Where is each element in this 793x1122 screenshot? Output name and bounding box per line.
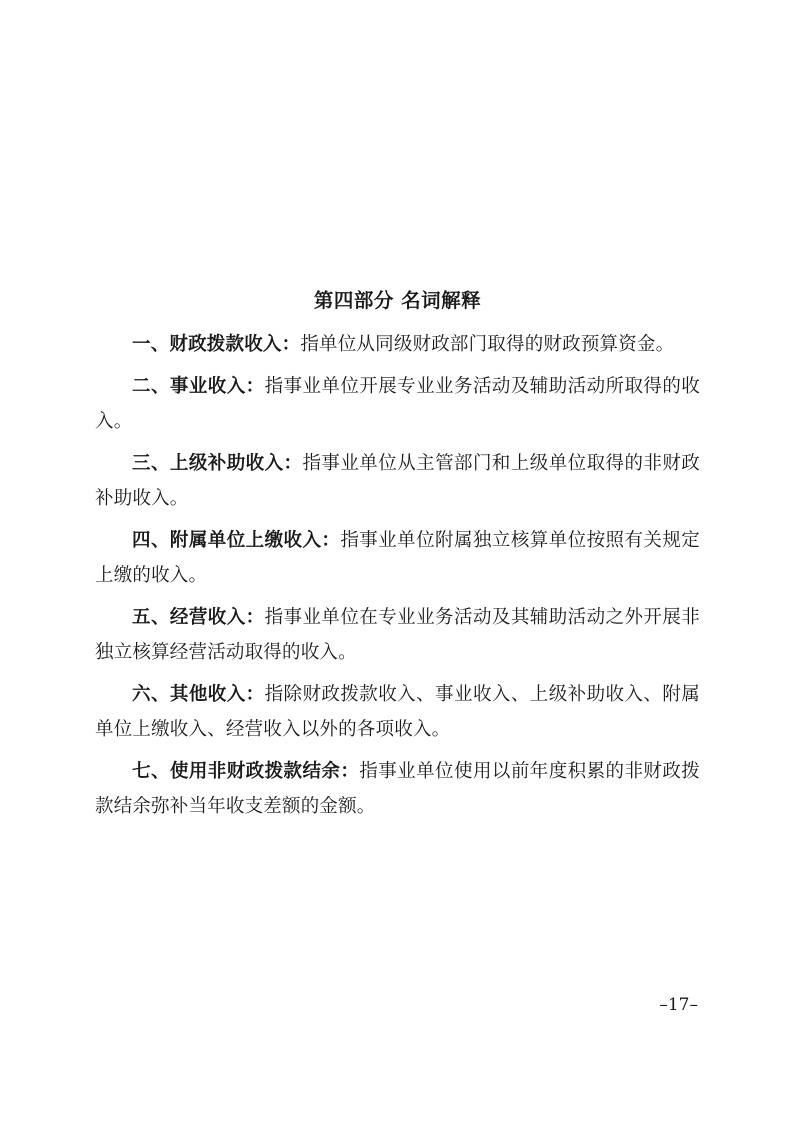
definition-term: 经营收入： bbox=[169, 607, 265, 628]
definition-term: 附属单位上缴收入： bbox=[169, 530, 341, 551]
definition-text: 指事业单位在专业业务活动及其辅助活动之外开展非独立核算经营活动取得的收入。 bbox=[95, 607, 700, 663]
definition-text: 指事业单位从主管部门和上级单位取得的非财政补助收入。 bbox=[95, 453, 701, 509]
definition-index: 七、 bbox=[132, 761, 170, 782]
definition-term: 财政拨款收入： bbox=[169, 334, 301, 355]
definition-text: 指事业单位附属独立核算单位按照有关规定上缴的收入。 bbox=[95, 530, 700, 586]
document-body bbox=[95, 285, 700, 831]
definition-index: 一、 bbox=[132, 334, 170, 355]
definition-term: 其他收入： bbox=[169, 684, 265, 705]
definition-term: 使用非财政拨款结余： bbox=[169, 761, 360, 782]
definition-paragraph bbox=[95, 446, 700, 516]
definition-index: 三、 bbox=[132, 453, 170, 474]
definition-index: 六、 bbox=[132, 684, 170, 705]
definition-term: 上级补助收入： bbox=[169, 453, 303, 474]
definition-index: 四、 bbox=[132, 530, 170, 551]
definition-paragraph bbox=[95, 677, 700, 747]
definition-text: 指事业单位开展专业业务活动及辅助活动所取得的收入。 bbox=[95, 376, 700, 432]
definition-text: 指事业单位使用以前年度积累的非财政拨款结余弥补当年收支差额的金额。 bbox=[95, 761, 700, 817]
page-title: 第四部分 名词解释 bbox=[313, 289, 482, 312]
definition-paragraph bbox=[95, 327, 700, 362]
page-number: –17– bbox=[659, 995, 698, 1015]
definition-text: 指单位从同级财政部门取得的财政预算资金。 bbox=[300, 334, 675, 355]
definition-paragraph bbox=[95, 523, 700, 593]
definition-index: 二、 bbox=[132, 376, 170, 397]
definition-index: 五、 bbox=[132, 607, 170, 628]
definition-text: 指除财政拨款收入、事业收入、上级补助收入、附属单位上缴收入、经营收入以外的各项收入。 bbox=[95, 684, 700, 740]
definition-paragraph bbox=[95, 754, 700, 824]
definition-paragraph bbox=[95, 369, 700, 439]
definition-term: 事业收入： bbox=[169, 376, 265, 397]
definition-paragraph bbox=[95, 600, 700, 670]
